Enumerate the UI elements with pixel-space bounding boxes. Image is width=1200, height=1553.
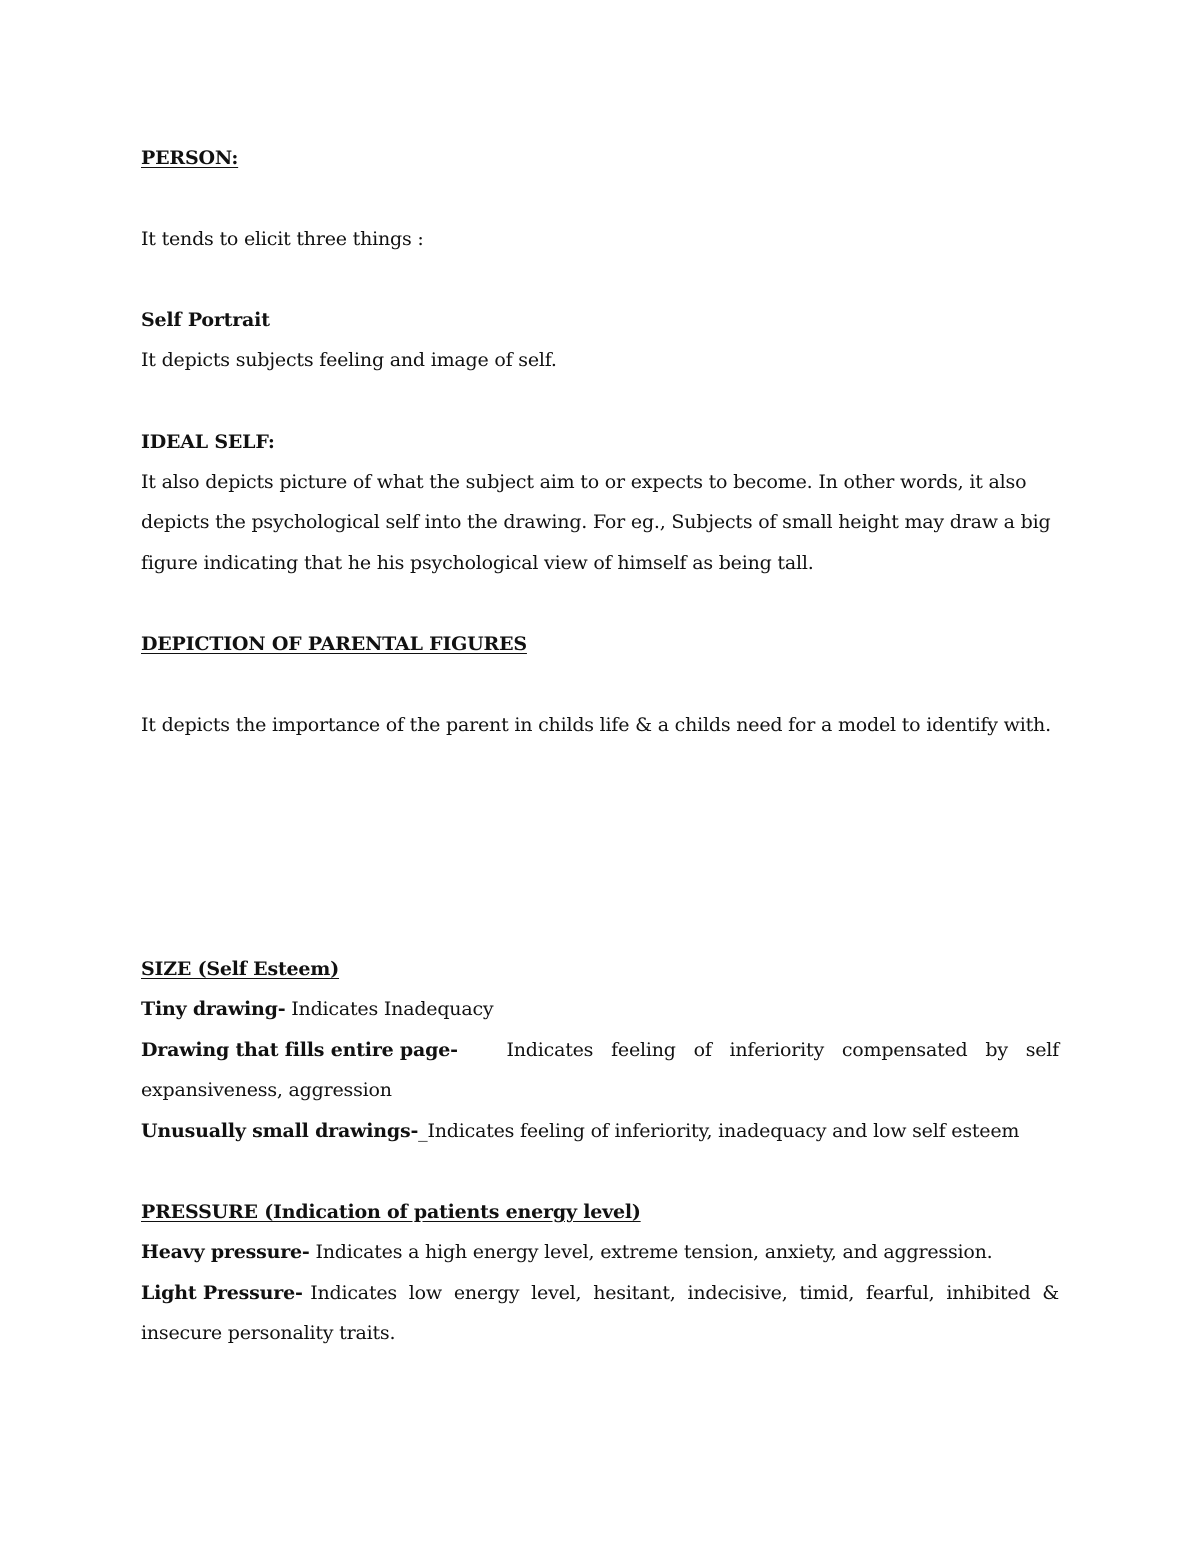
size-tiny-term: Tiny drawing- <box>141 998 286 1020</box>
self-portrait-heading: Self Portrait <box>141 309 270 331</box>
ideal-self-heading: IDEAL SELF: <box>141 431 275 453</box>
size-fills-desc-line2: expansiveness, aggression <box>141 1079 392 1101</box>
person-heading: PERSON: <box>141 147 239 169</box>
size-fills-item <box>141 1038 1059 1062</box>
size-small-desc: _Indicates feeling of inferiority, inadequacy and low self esteem <box>418 1120 1020 1142</box>
size-heading: SIZE (Self Esteem) <box>141 958 340 980</box>
ideal-self-line-1: It also depicts picture of what the subject aim to or expects to become. In other words, it also <box>141 471 1027 493</box>
size-small-item <box>141 1119 1059 1143</box>
pressure-light-desc-line1: Indicates low energy level, hesitant, indecisive, timid, fearful, inhibited & <box>310 1282 1059 1304</box>
pressure-light-item <box>141 1281 1059 1305</box>
pressure-heavy-desc: Indicates a high energy level, extreme tension, anxiety, and aggression. <box>309 1241 993 1263</box>
parental-text: It depicts the importance of the parent in childs life & a childs need for a model to identify with. <box>141 714 1051 736</box>
ideal-self-line-2: depicts the psychological self into the drawing. For eg., Subjects of small height may draw a big <box>141 511 1051 533</box>
ideal-self-line-3: figure indicating that he his psychological view of himself as being tall. <box>141 552 814 574</box>
size-small-term: Unusually small drawings- <box>141 1120 419 1142</box>
self-portrait-text: It depicts subjects feeling and image of self. <box>141 349 557 371</box>
pressure-light-term: Light Pressure- <box>141 1282 303 1304</box>
pressure-heading: PRESSURE (Indication of patients energy level) <box>141 1201 641 1223</box>
person-intro: It tends to elicit three things : <box>141 228 424 250</box>
size-tiny-item <box>141 997 1059 1021</box>
size-fills-term: Drawing that fills entire page- <box>141 1039 458 1061</box>
parental-heading: DEPICTION OF PARENTAL FIGURES <box>141 633 527 655</box>
size-tiny-desc: Indicates Inadequacy <box>285 998 494 1020</box>
pressure-heavy-term: Heavy pressure- <box>141 1241 310 1263</box>
pressure-light-desc-line2: insecure personality traits. <box>141 1322 396 1344</box>
size-fills-desc-line1: Indicates feeling of inferiority compensated by self <box>506 1039 1059 1061</box>
pressure-heavy-item <box>141 1240 1059 1264</box>
